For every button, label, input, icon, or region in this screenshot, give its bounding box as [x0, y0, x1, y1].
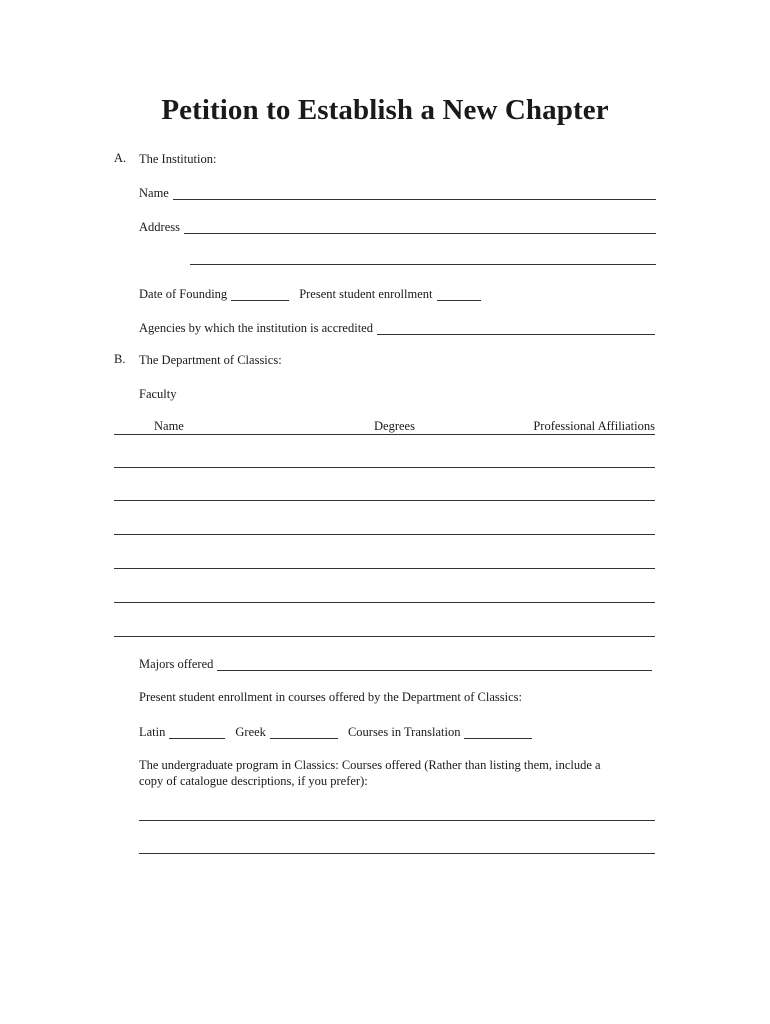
course-enrollment-label: Present student enrollment in courses offered by the Department of Classics:: [139, 690, 523, 704]
column-header-name: Name: [154, 419, 184, 433]
majors-offered-field[interactable]: [139, 655, 652, 671]
column-header-degrees: Degrees: [374, 419, 415, 433]
faculty-entry-line[interactable]: [114, 500, 655, 501]
page-title: Petition to Establish a New Chapter: [161, 94, 609, 126]
courses-offered-line[interactable]: [139, 820, 655, 821]
institution-address-blank-2[interactable]: [190, 264, 656, 265]
faculty-label: Faculty: [139, 387, 177, 401]
accreditation-label: Agencies by which the institution is accredited: [139, 321, 373, 335]
student-enrollment-label: Present student enrollment: [299, 287, 433, 301]
majors-offered-label: Majors offered: [139, 657, 214, 671]
accreditation-blank[interactable]: [377, 322, 655, 335]
institution-name-blank[interactable]: [173, 187, 656, 200]
institution-name-label: Name: [139, 186, 169, 200]
faculty-entry-line[interactable]: [114, 534, 655, 535]
institution-address-label: Address: [139, 220, 180, 234]
column-header-affiliations: Professional Affiliations: [533, 419, 655, 433]
faculty-entry-line[interactable]: [114, 568, 655, 569]
faculty-entry-line[interactable]: [114, 636, 655, 637]
date-of-founding-blank[interactable]: [231, 288, 289, 301]
latin-label: Latin: [139, 725, 166, 739]
greek-blank[interactable]: [270, 726, 338, 739]
institution-name-field[interactable]: [139, 184, 656, 200]
latin-blank[interactable]: [169, 726, 225, 739]
majors-offered-blank[interactable]: [217, 658, 652, 671]
founding-enrollment-row: [139, 285, 509, 301]
student-enrollment-blank[interactable]: [437, 288, 481, 301]
date-of-founding-label: Date of Founding: [139, 287, 228, 301]
undergrad-program-text-1: The undergraduate program in Classics: Courses offered (Rather than listing them, include a: [139, 758, 601, 772]
faculty-entry-line[interactable]: [114, 467, 655, 468]
faculty-entry-line[interactable]: [114, 602, 655, 603]
courses-offered-line[interactable]: [139, 853, 655, 854]
section-a-letter: A.: [114, 151, 127, 165]
section-a-heading: The Institution:: [139, 152, 217, 166]
course-enrollment-row: [139, 723, 549, 739]
undergrad-program-text-2: copy of catalogue descriptions, if you prefer):: [139, 774, 368, 788]
faculty-table-header: [114, 418, 655, 435]
section-b-letter: B.: [114, 352, 126, 366]
greek-label: Greek: [235, 725, 266, 739]
institution-address-field[interactable]: [139, 218, 656, 234]
section-b-heading: The Department of Classics:: [139, 353, 282, 367]
translation-blank[interactable]: [464, 726, 532, 739]
accreditation-field[interactable]: [139, 319, 655, 335]
translation-label: Courses in Translation: [347, 725, 461, 739]
institution-address-blank[interactable]: [184, 221, 656, 234]
